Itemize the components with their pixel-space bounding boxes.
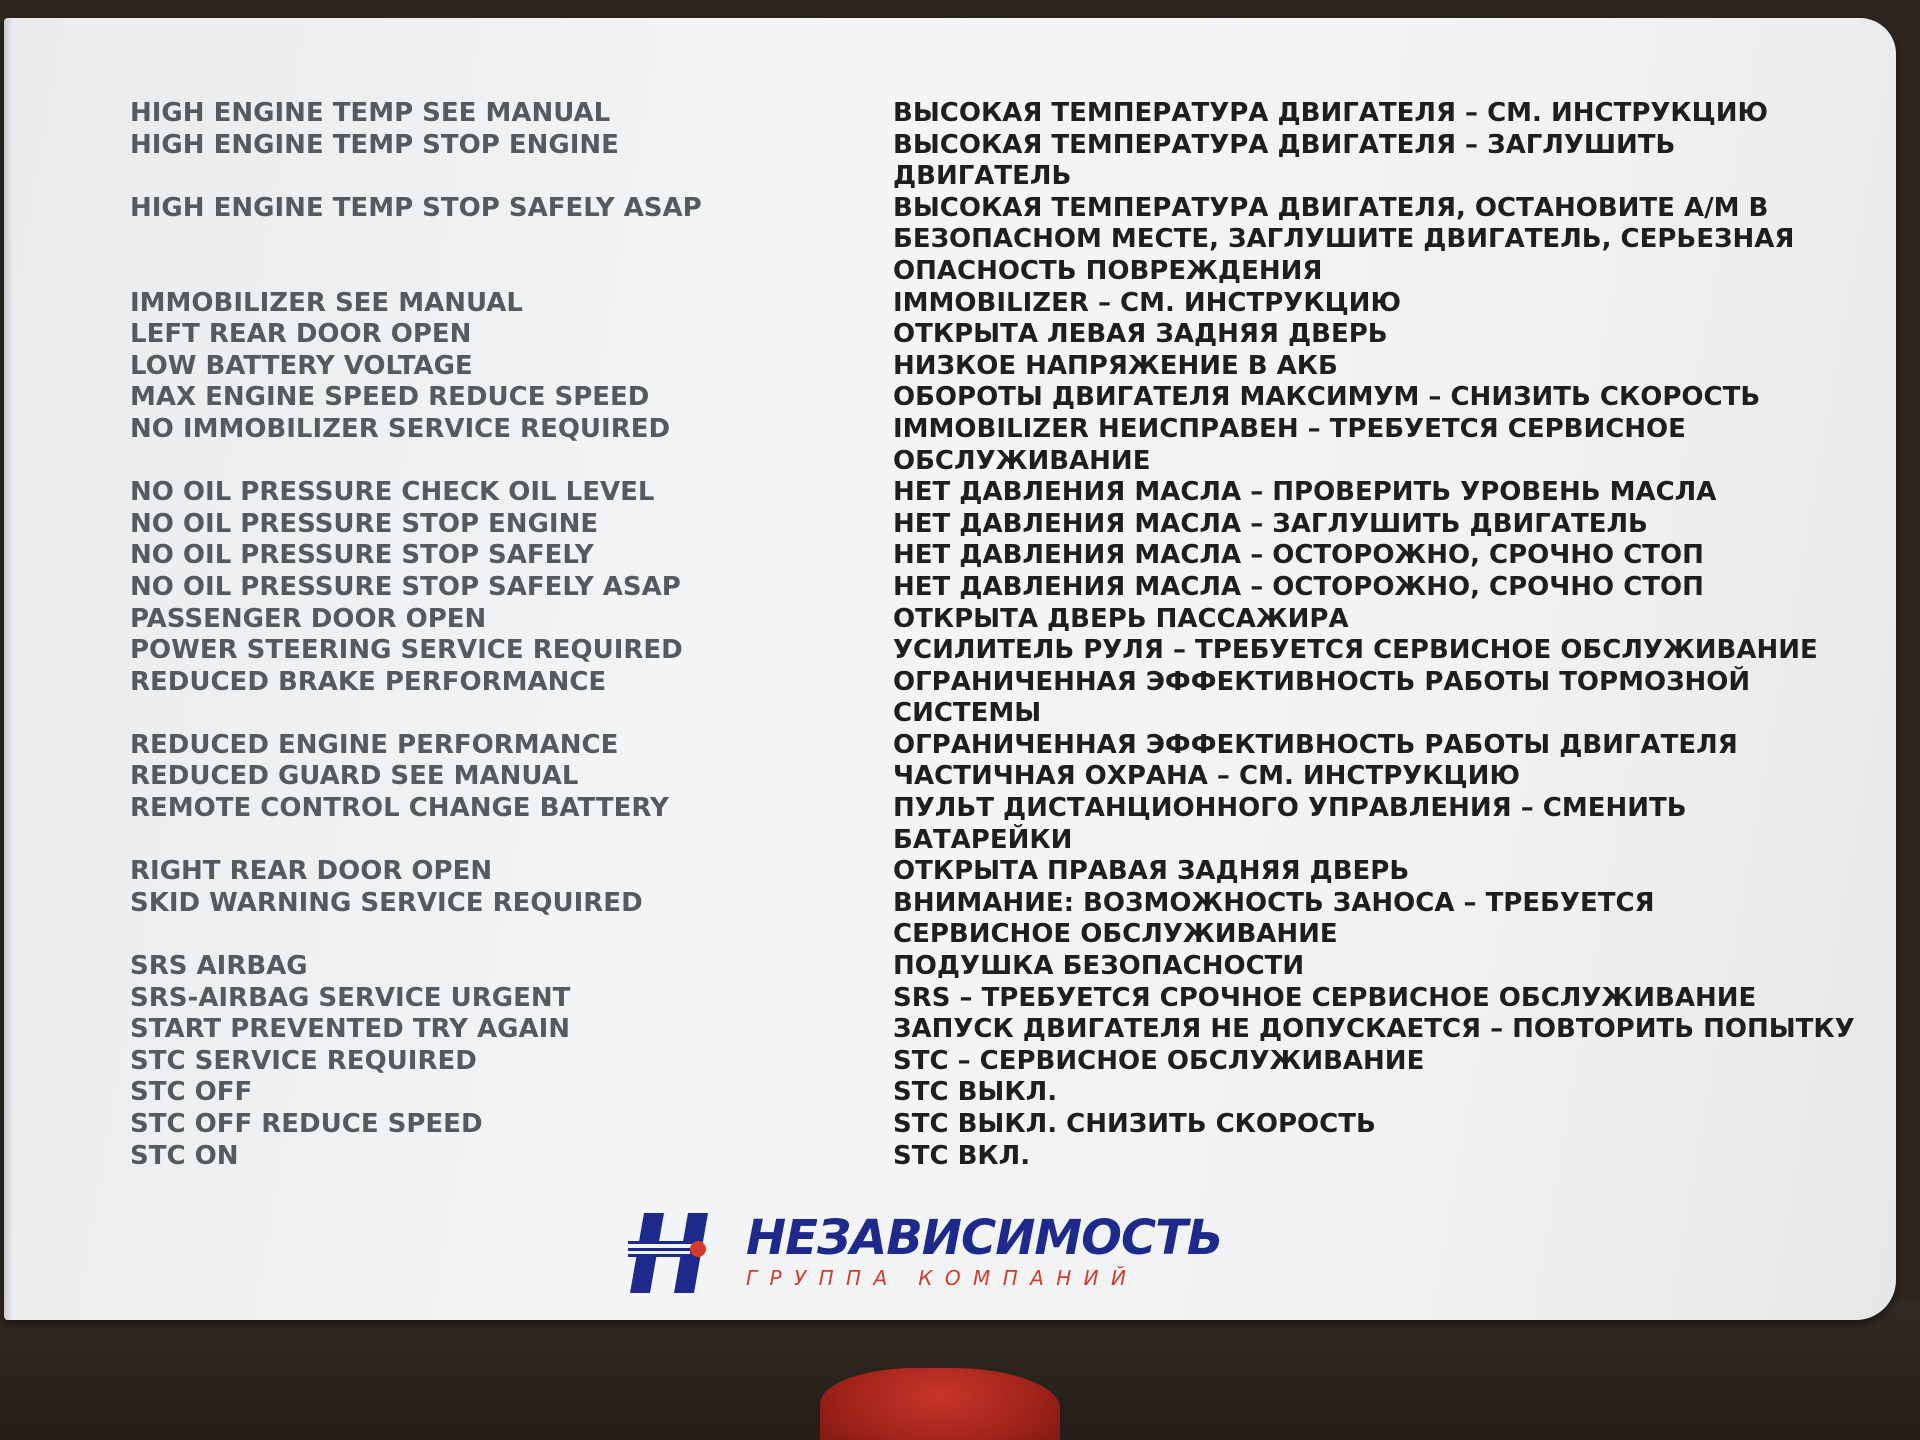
english-message: PASSENGER DOOR OPEN — [130, 603, 487, 634]
logo-company-name: НЕЗАВИСИМОСТЬ — [746, 1210, 1223, 1266]
russian-message: ПУЛЬТ ДИСТАНЦИОННОГО УПРАВЛЕНИЯ – СМЕНИТЬ — [893, 793, 1687, 824]
russian-message: STC – СЕРВИСНОЕ ОБСЛУЖИВАНИЕ — [893, 1045, 1425, 1076]
blank-line — [130, 161, 810, 193]
english-message: SKID WARNING SERVICE REQUIRED — [130, 887, 643, 918]
russian-message: ПОДУШКА БЕЗОПАСНОСТИ — [893, 951, 1305, 982]
english-message: LOW BATTERY VOLTAGE — [130, 350, 473, 381]
russian-message: ЗАПУСК ДВИГАТЕЛЯ НЕ ДОПУСКАЕТСЯ – ПОВТОРИТЬ ПОПЫТКУ — [893, 1014, 1855, 1045]
blank-line — [130, 256, 810, 288]
russian-message: SRS – ТРЕБУЕТСЯ СРОЧНОЕ СЕРВИСНОЕ ОБСЛУЖИВАНИЕ — [893, 982, 1757, 1013]
blank-line — [130, 825, 810, 857]
blank-line — [130, 698, 810, 730]
blank-line — [130, 919, 810, 951]
english-message: STC ON — [130, 1140, 239, 1171]
russian-message: СЕРВИСНОЕ ОБСЛУЖИВАНИЕ — [893, 919, 1338, 950]
russian-message: СИСТЕМЫ — [893, 698, 1042, 729]
russian-message: БАТАРЕЙКИ — [893, 824, 1073, 855]
english-message: STC SERVICE REQUIRED — [130, 1045, 477, 1076]
russian-message: IMMOBILIZER НЕИСПРАВЕН – ТРЕБУЕТСЯ СЕРВИСНОЕ — [893, 413, 1686, 444]
russian-message: STC ВЫКЛ. — [893, 1077, 1058, 1108]
russian-message: ОТКРЫТА ЛЕВАЯ ЗАДНЯЯ ДВЕРЬ — [893, 319, 1388, 350]
logo-tagline: ГРУППА КОМПАНИЙ — [746, 1266, 1139, 1290]
english-message: NO OIL PRESSURE CHECK OIL LEVEL — [130, 477, 655, 508]
russian-message: ОБСЛУЖИВАНИЕ — [893, 445, 1151, 476]
russian-message: БЕЗОПАСНОМ МЕСТЕ, ЗАГЛУШИТЕ ДВИГАТЕЛЬ, СЕРЬЕЗНАЯ — [893, 224, 1795, 255]
english-message: REDUCED BRAKE PERFORMANCE — [130, 666, 607, 697]
english-message: POWER STEERING SERVICE REQUIRED — [130, 635, 683, 666]
english-message: HIGH ENGINE TEMP STOP ENGINE — [130, 129, 619, 160]
english-message: NO IMMOBILIZER SERVICE REQUIRED — [130, 413, 671, 444]
russian-message: ВЫСОКАЯ ТЕМПЕРАТУРА ДВИГАТЕЛЯ, ОСТАНОВИТЕ А/М В — [893, 192, 1769, 223]
english-message: REDUCED GUARD SEE MANUAL — [130, 761, 579, 792]
english-message-column — [130, 98, 810, 1172]
english-message: IMMOBILIZER SEE MANUAL — [130, 287, 523, 318]
red-fabric-corner — [820, 1368, 1060, 1440]
russian-message: ВЫСОКАЯ ТЕМПЕРАТУРА ДВИГАТЕЛЯ – СМ. ИНСТРУКЦИЮ — [893, 98, 1769, 128]
english-message: LEFT REAR DOOR OPEN — [130, 319, 472, 350]
english-message: NO OIL PRESSURE STOP SAFELY — [130, 540, 594, 571]
russian-message: ОГРАНИЧЕННАЯ ЭФФЕКТИВНОСТЬ РАБОТЫ ТОРМОЗНОЙ — [893, 666, 1751, 697]
russian-message: ВНИМАНИЕ: ВОЗМОЖНОСТЬ ЗАНОСА – ТРЕБУЕТСЯ — [893, 887, 1655, 918]
russian-message: ОТКРЫТА ПРАВАЯ ЗАДНЯЯ ДВЕРЬ — [893, 856, 1410, 887]
english-message: STC OFF — [130, 1077, 253, 1108]
english-message: HIGH ENGINE TEMP STOP SAFELY ASAP — [130, 192, 702, 223]
english-message: START PREVENTED TRY AGAIN — [130, 1014, 571, 1045]
company-logo — [628, 1210, 1248, 1310]
english-message: NO OIL PRESSURE STOP ENGINE — [130, 508, 599, 539]
russian-message: STC ВКЛ. — [893, 1140, 1031, 1171]
russian-message: ОПАСНОСТЬ ПОВРЕЖДЕНИЯ — [893, 255, 1323, 286]
russian-message: ОГРАНИЧЕННАЯ ЭФФЕКТИВНОСТЬ РАБОТЫ ДВИГАТЕЛЯ — [893, 729, 1738, 760]
russian-message: НИЗКОЕ НАПРЯЖЕНИЕ В АКБ — [893, 350, 1338, 381]
logo-h-mark-icon — [628, 1213, 714, 1293]
russian-message: НЕТ ДАВЛЕНИЯ МАСЛА – ОСТОРОЖНО, СРОЧНО СТОП — [893, 571, 1704, 602]
sheet-left-edge — [4, 18, 12, 1320]
russian-message: ОТКРЫТА ДВЕРЬ ПАССАЖИРА — [893, 603, 1349, 634]
blank-line — [130, 224, 810, 256]
english-message: SRS-AIRBAG SERVICE URGENT — [130, 982, 571, 1013]
russian-message: ОБОРОТЫ ДВИГАТЕЛЯ МАКСИМУМ – СНИЗИТЬ СКОРОСТЬ — [893, 382, 1761, 413]
english-message: RIGHT REAR DOOR OPEN — [130, 856, 493, 887]
russian-message: ДВИГАТЕЛЬ — [893, 161, 1072, 192]
russian-message: STC ВЫКЛ. СНИЗИТЬ СКОРОСТЬ — [893, 1109, 1376, 1139]
english-message: SRS AIRBAG — [130, 951, 308, 982]
english-message: REDUCED ENGINE PERFORMANCE — [130, 729, 619, 760]
english-message: STC OFF REDUCE SPEED — [130, 1109, 483, 1139]
russian-message: НЕТ ДАВЛЕНИЯ МАСЛА – ОСТОРОЖНО, СРОЧНО СТОП — [893, 540, 1704, 571]
russian-message: ЧАСТИЧНАЯ ОХРАНА – СМ. ИНСТРУКЦИЮ — [893, 761, 1520, 792]
russian-message: НЕТ ДАВЛЕНИЯ МАСЛА – ЗАГЛУШИТЬ ДВИГАТЕЛЬ — [893, 508, 1648, 539]
english-message: HIGH ENGINE TEMP SEE MANUAL — [130, 98, 611, 128]
english-message: NO OIL PRESSURE STOP SAFELY ASAP — [130, 571, 681, 602]
russian-message: ВЫСОКАЯ ТЕМПЕРАТУРА ДВИГАТЕЛЯ – ЗАГЛУШИТЬ — [893, 129, 1676, 160]
english-message: MAX ENGINE SPEED REDUCE SPEED — [130, 382, 650, 413]
russian-message: УСИЛИТЕЛЬ РУЛЯ – ТРЕБУЕТСЯ СЕРВИСНОЕ ОБСЛУЖИВАНИЕ — [893, 635, 1818, 666]
russian-message-column — [893, 98, 1855, 1172]
blank-line — [130, 446, 810, 478]
russian-message: НЕТ ДАВЛЕНИЯ МАСЛА – ПРОВЕРИТЬ УРОВЕНЬ МАСЛА — [893, 477, 1717, 508]
english-message: REMOTE CONTROL CHANGE BATTERY — [130, 793, 669, 824]
russian-message: IMMOBILIZER – СМ. ИНСТРУКЦИЮ — [893, 287, 1401, 318]
